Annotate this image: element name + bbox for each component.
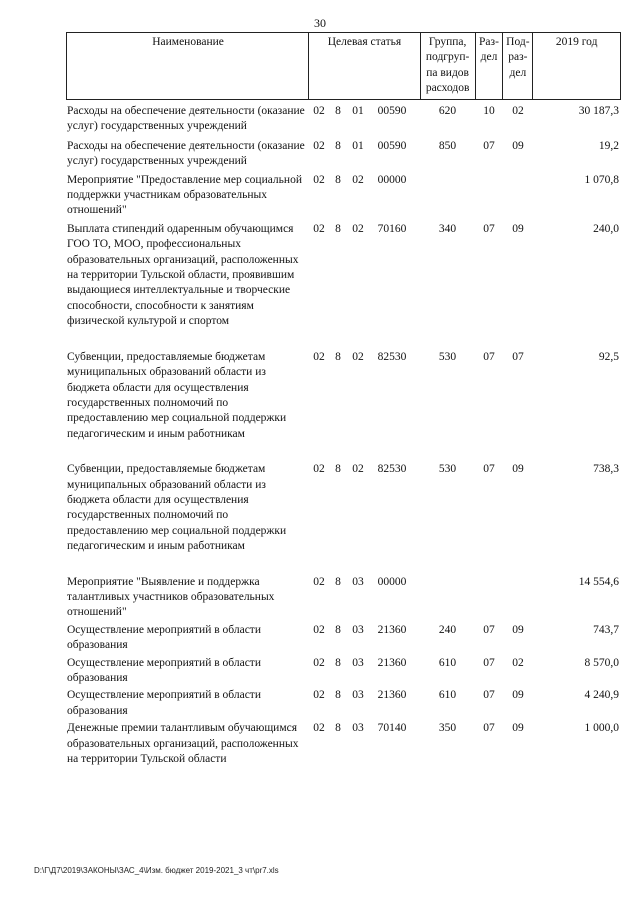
- row-subsection: 02: [512, 656, 524, 669]
- row-subsection: 02: [512, 105, 524, 117]
- target-t3: 01: [352, 105, 364, 117]
- table-row: [66, 104, 621, 135]
- row-amount: 8 570,0: [584, 656, 619, 669]
- table-row: [66, 656, 621, 687]
- header-target-article: Целевая статья: [308, 33, 420, 99]
- target-t2: 8: [335, 350, 341, 363]
- row-section: 07: [483, 722, 495, 735]
- target-t2: 8: [335, 139, 341, 152]
- row-subsection: 09: [512, 722, 524, 735]
- table-row: [66, 688, 621, 719]
- row-section: 07: [483, 222, 495, 235]
- table-row: [66, 623, 621, 654]
- page-number: 30: [314, 16, 326, 30]
- row-target-article: [308, 623, 420, 638]
- row-target-article: [308, 104, 420, 119]
- row-section: 07: [483, 656, 495, 669]
- header-year: 2019 год: [532, 33, 620, 99]
- row-name: Расходы на обеспечение деятельности (оказание услуг) государственных учреждений: [67, 139, 305, 168]
- row-name: Осуществление мероприятий в области образования: [67, 689, 261, 717]
- row-amount: 4 240,9: [584, 689, 619, 702]
- target-t3: 02: [352, 222, 364, 235]
- row-subsection: 09: [512, 623, 524, 636]
- table-row: [66, 139, 621, 170]
- target-t1: 02: [313, 350, 325, 363]
- table-row: [66, 222, 621, 330]
- row-amount: 738,3: [593, 463, 619, 476]
- target-t4: 00590: [377, 139, 407, 152]
- row-amount: 92,5: [598, 350, 619, 363]
- row-target-article: [308, 575, 420, 590]
- target-t2: 8: [335, 656, 341, 669]
- target-t3: 02: [352, 463, 364, 476]
- target-t2: 8: [335, 689, 341, 702]
- row-group: 850: [438, 139, 457, 152]
- target-t4: 82530: [377, 463, 407, 476]
- row-section: 07: [483, 623, 495, 636]
- row-group: 350: [438, 722, 457, 735]
- target-t2: 8: [335, 623, 341, 636]
- target-t3: 03: [352, 722, 364, 735]
- target-t2: 8: [335, 575, 341, 588]
- row-section: 07: [483, 139, 495, 152]
- row-section: 10: [483, 105, 495, 117]
- target-t3: 02: [352, 173, 364, 186]
- row-target-article: [308, 656, 420, 671]
- file-path-footer: D:\Г\Д7\2019\ЗАКОНЫ\ЗАС_4\Изм. бюджет 2019-2021_3 чт\pr7.xls: [34, 866, 279, 875]
- row-name: Выплата стипендий одаренным обучающимся ГОО ТО, МОО, профессиональных образовательных организаций, расположенных на территории Тульской области, проявившим выдающиеся интеллектуальные и творческие способности, способности к занятиям физической культурой и спортом: [67, 222, 299, 328]
- target-t1: 02: [313, 623, 325, 636]
- row-group: 340: [438, 222, 457, 235]
- target-t1: 02: [313, 656, 325, 669]
- target-t1: 02: [313, 463, 325, 476]
- row-target-article: [308, 462, 420, 477]
- target-t4: 70140: [377, 722, 407, 735]
- target-t3: 03: [352, 623, 364, 636]
- row-group: 530: [438, 463, 457, 476]
- row-target-article: [308, 688, 420, 703]
- header-group: Группа, подгруп- па видов расходов: [420, 33, 475, 99]
- target-t3: 03: [352, 656, 364, 669]
- row-name: Субвенции, предоставляемые бюджетам муниципальных образований области из бюджета области для осуществления государственных полномочий по предоставлению мер социальной поддержки педагогическим и иным работникам: [67, 463, 287, 553]
- row-name: Денежные премии талантливым обучающимся образовательных организаций, расположенных на территории Тульской области: [67, 722, 299, 766]
- table-row: [66, 721, 621, 767]
- target-t1: 02: [313, 222, 325, 235]
- target-t4: 82530: [377, 350, 407, 363]
- table-body: [66, 104, 621, 767]
- table-header: [66, 32, 621, 100]
- row-subsection: 09: [512, 222, 524, 235]
- target-t1: 02: [313, 139, 325, 152]
- row-group: 610: [438, 656, 457, 669]
- target-t1: 02: [313, 722, 325, 735]
- target-t4: 70160: [377, 222, 407, 235]
- table-row: [66, 462, 621, 554]
- target-t4: 21360: [377, 623, 407, 636]
- row-subsection: 09: [512, 463, 524, 476]
- target-t4: 21360: [377, 656, 407, 669]
- row-target-article: [308, 173, 420, 188]
- table-row: [66, 350, 621, 442]
- target-t1: 02: [313, 105, 325, 117]
- target-t2: 8: [335, 173, 341, 186]
- row-subsection: 07: [512, 350, 524, 363]
- target-t4: 00000: [377, 173, 407, 186]
- row-amount: 1 070,8: [584, 173, 619, 186]
- target-t1: 02: [313, 689, 325, 702]
- header-section: Раз- дел: [475, 33, 503, 99]
- target-t1: 02: [313, 173, 325, 186]
- row-amount: 19,2: [598, 139, 619, 152]
- target-t4: 21360: [377, 689, 407, 702]
- row-group: 530: [438, 350, 457, 363]
- table-row: [66, 575, 621, 621]
- row-amount: 1 000,0: [584, 722, 619, 735]
- row-name: Осуществление мероприятий в области образования: [67, 623, 261, 652]
- row-name: Осуществление мероприятий в области образования: [67, 656, 261, 684]
- row-section: 07: [483, 689, 495, 702]
- row-target-article: [308, 222, 420, 237]
- row-amount: 743,7: [593, 623, 619, 636]
- row-name: Расходы на обеспечение деятельности (оказание услуг) государственных учреждений: [67, 105, 305, 133]
- row-group: 610: [438, 689, 457, 702]
- row-section: 07: [483, 350, 495, 363]
- target-t2: 8: [335, 105, 341, 117]
- target-t3: 03: [352, 575, 364, 588]
- row-amount: 14 554,6: [578, 575, 619, 588]
- row-name: Мероприятие "Предоставление мер социальной поддержки участникам образовательных отношений": [67, 173, 302, 217]
- row-target-article: [308, 139, 420, 154]
- budget-table: [66, 32, 621, 767]
- row-section: 07: [483, 463, 495, 476]
- target-t2: 8: [335, 463, 341, 476]
- row-group: 240: [438, 623, 457, 636]
- target-t4: 00590: [377, 105, 407, 117]
- header-name: Наименование: [152, 36, 224, 48]
- row-subsection: 09: [512, 689, 524, 702]
- target-t3: 02: [352, 350, 364, 363]
- row-target-article: [308, 350, 420, 365]
- row-name: Мероприятие "Выявление и поддержка талантливых участников образовательных отношений": [67, 575, 275, 619]
- target-t2: 8: [335, 222, 341, 235]
- table-row: [66, 173, 621, 219]
- target-t4: 00000: [377, 575, 407, 588]
- row-name: Субвенции, предоставляемые бюджетам муниципальных образований области из бюджета области для осуществления государственных полномочий по предоставлению мер социальной поддержки педагогическим и иным работникам: [67, 350, 287, 440]
- target-t2: 8: [335, 722, 341, 735]
- header-subsection: Под- раз- дел: [502, 33, 532, 99]
- row-group: 620: [438, 105, 457, 117]
- target-t3: 03: [352, 689, 364, 702]
- target-t1: 02: [313, 575, 325, 588]
- target-t3: 01: [352, 139, 364, 152]
- row-subsection: 09: [512, 139, 524, 152]
- row-amount: 30 187,3: [578, 105, 619, 117]
- row-amount: 240,0: [593, 222, 619, 235]
- row-target-article: [308, 721, 420, 736]
